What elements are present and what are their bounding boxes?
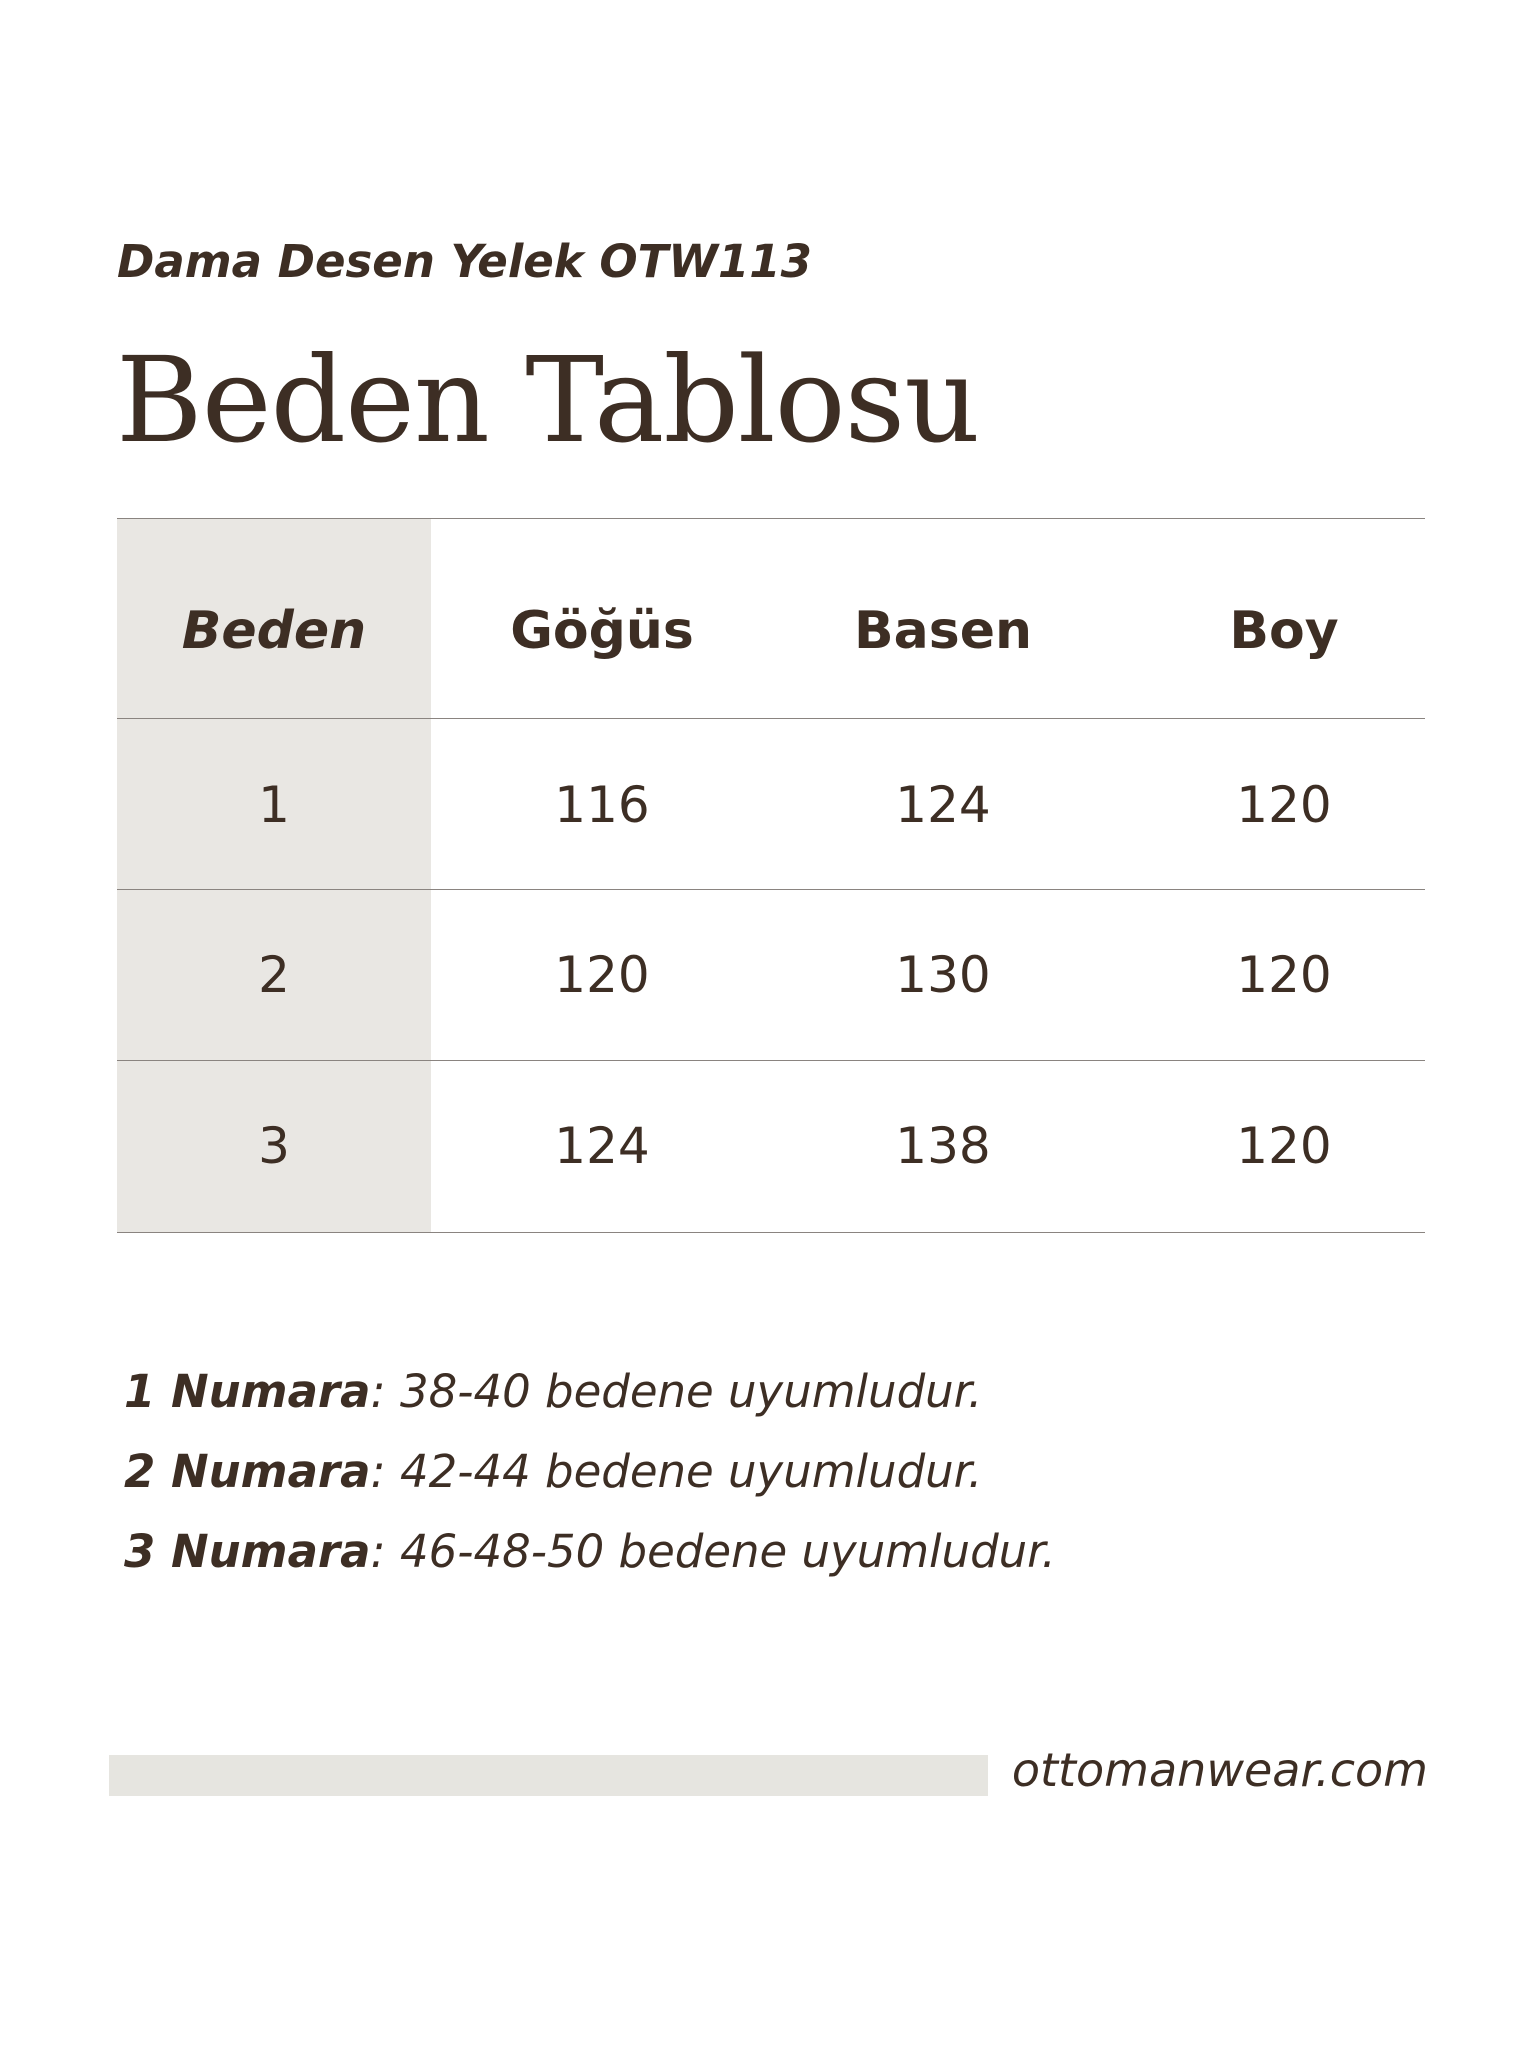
row-divider — [117, 889, 1425, 890]
cell-beden: 1 — [258, 776, 290, 834]
header-divider — [117, 718, 1425, 719]
cell-basen: 138 — [895, 1117, 991, 1175]
note-line — [124, 1432, 1056, 1512]
cell-gogus: 116 — [554, 776, 650, 834]
cell-gogus: 124 — [554, 1117, 650, 1175]
note-label: 3 Numara — [124, 1525, 371, 1578]
cell-boy: 120 — [1236, 776, 1332, 834]
cell-gogus: 120 — [554, 946, 650, 1004]
product-name: Dama Desen Yelek OTW113 — [117, 235, 812, 288]
header-beden: Beden — [181, 601, 367, 661]
cell-basen: 130 — [895, 946, 991, 1004]
note-label: 2 Numara — [124, 1445, 371, 1498]
page-title: Beden Tablosu — [116, 331, 980, 469]
footer-bar — [109, 1755, 988, 1796]
size-notes — [124, 1352, 1056, 1592]
cell-boy: 120 — [1236, 946, 1332, 1004]
table-bottom-rule — [117, 1232, 1425, 1233]
header-gogus: Göğüs — [510, 601, 694, 661]
cell-beden: 2 — [258, 946, 290, 1004]
note-text: : 46-48-50 bedene uyumludur. — [370, 1525, 1056, 1578]
row-divider — [117, 1060, 1425, 1061]
table-top-rule — [117, 518, 1425, 519]
note-label: 1 Numara — [124, 1365, 371, 1418]
note-line — [124, 1352, 1056, 1432]
note-line — [124, 1512, 1056, 1592]
note-text: : 42-44 bedene uyumludur. — [370, 1445, 983, 1498]
website-link[interactable]: ottomanwear.com — [1011, 1743, 1428, 1797]
cell-beden: 3 — [258, 1117, 290, 1175]
header-boy: Boy — [1229, 601, 1339, 661]
note-text: : 38-40 bedene uyumludur. — [370, 1365, 983, 1418]
cell-boy: 120 — [1236, 1117, 1332, 1175]
header-basen: Basen — [854, 601, 1032, 661]
cell-basen: 124 — [895, 776, 991, 834]
